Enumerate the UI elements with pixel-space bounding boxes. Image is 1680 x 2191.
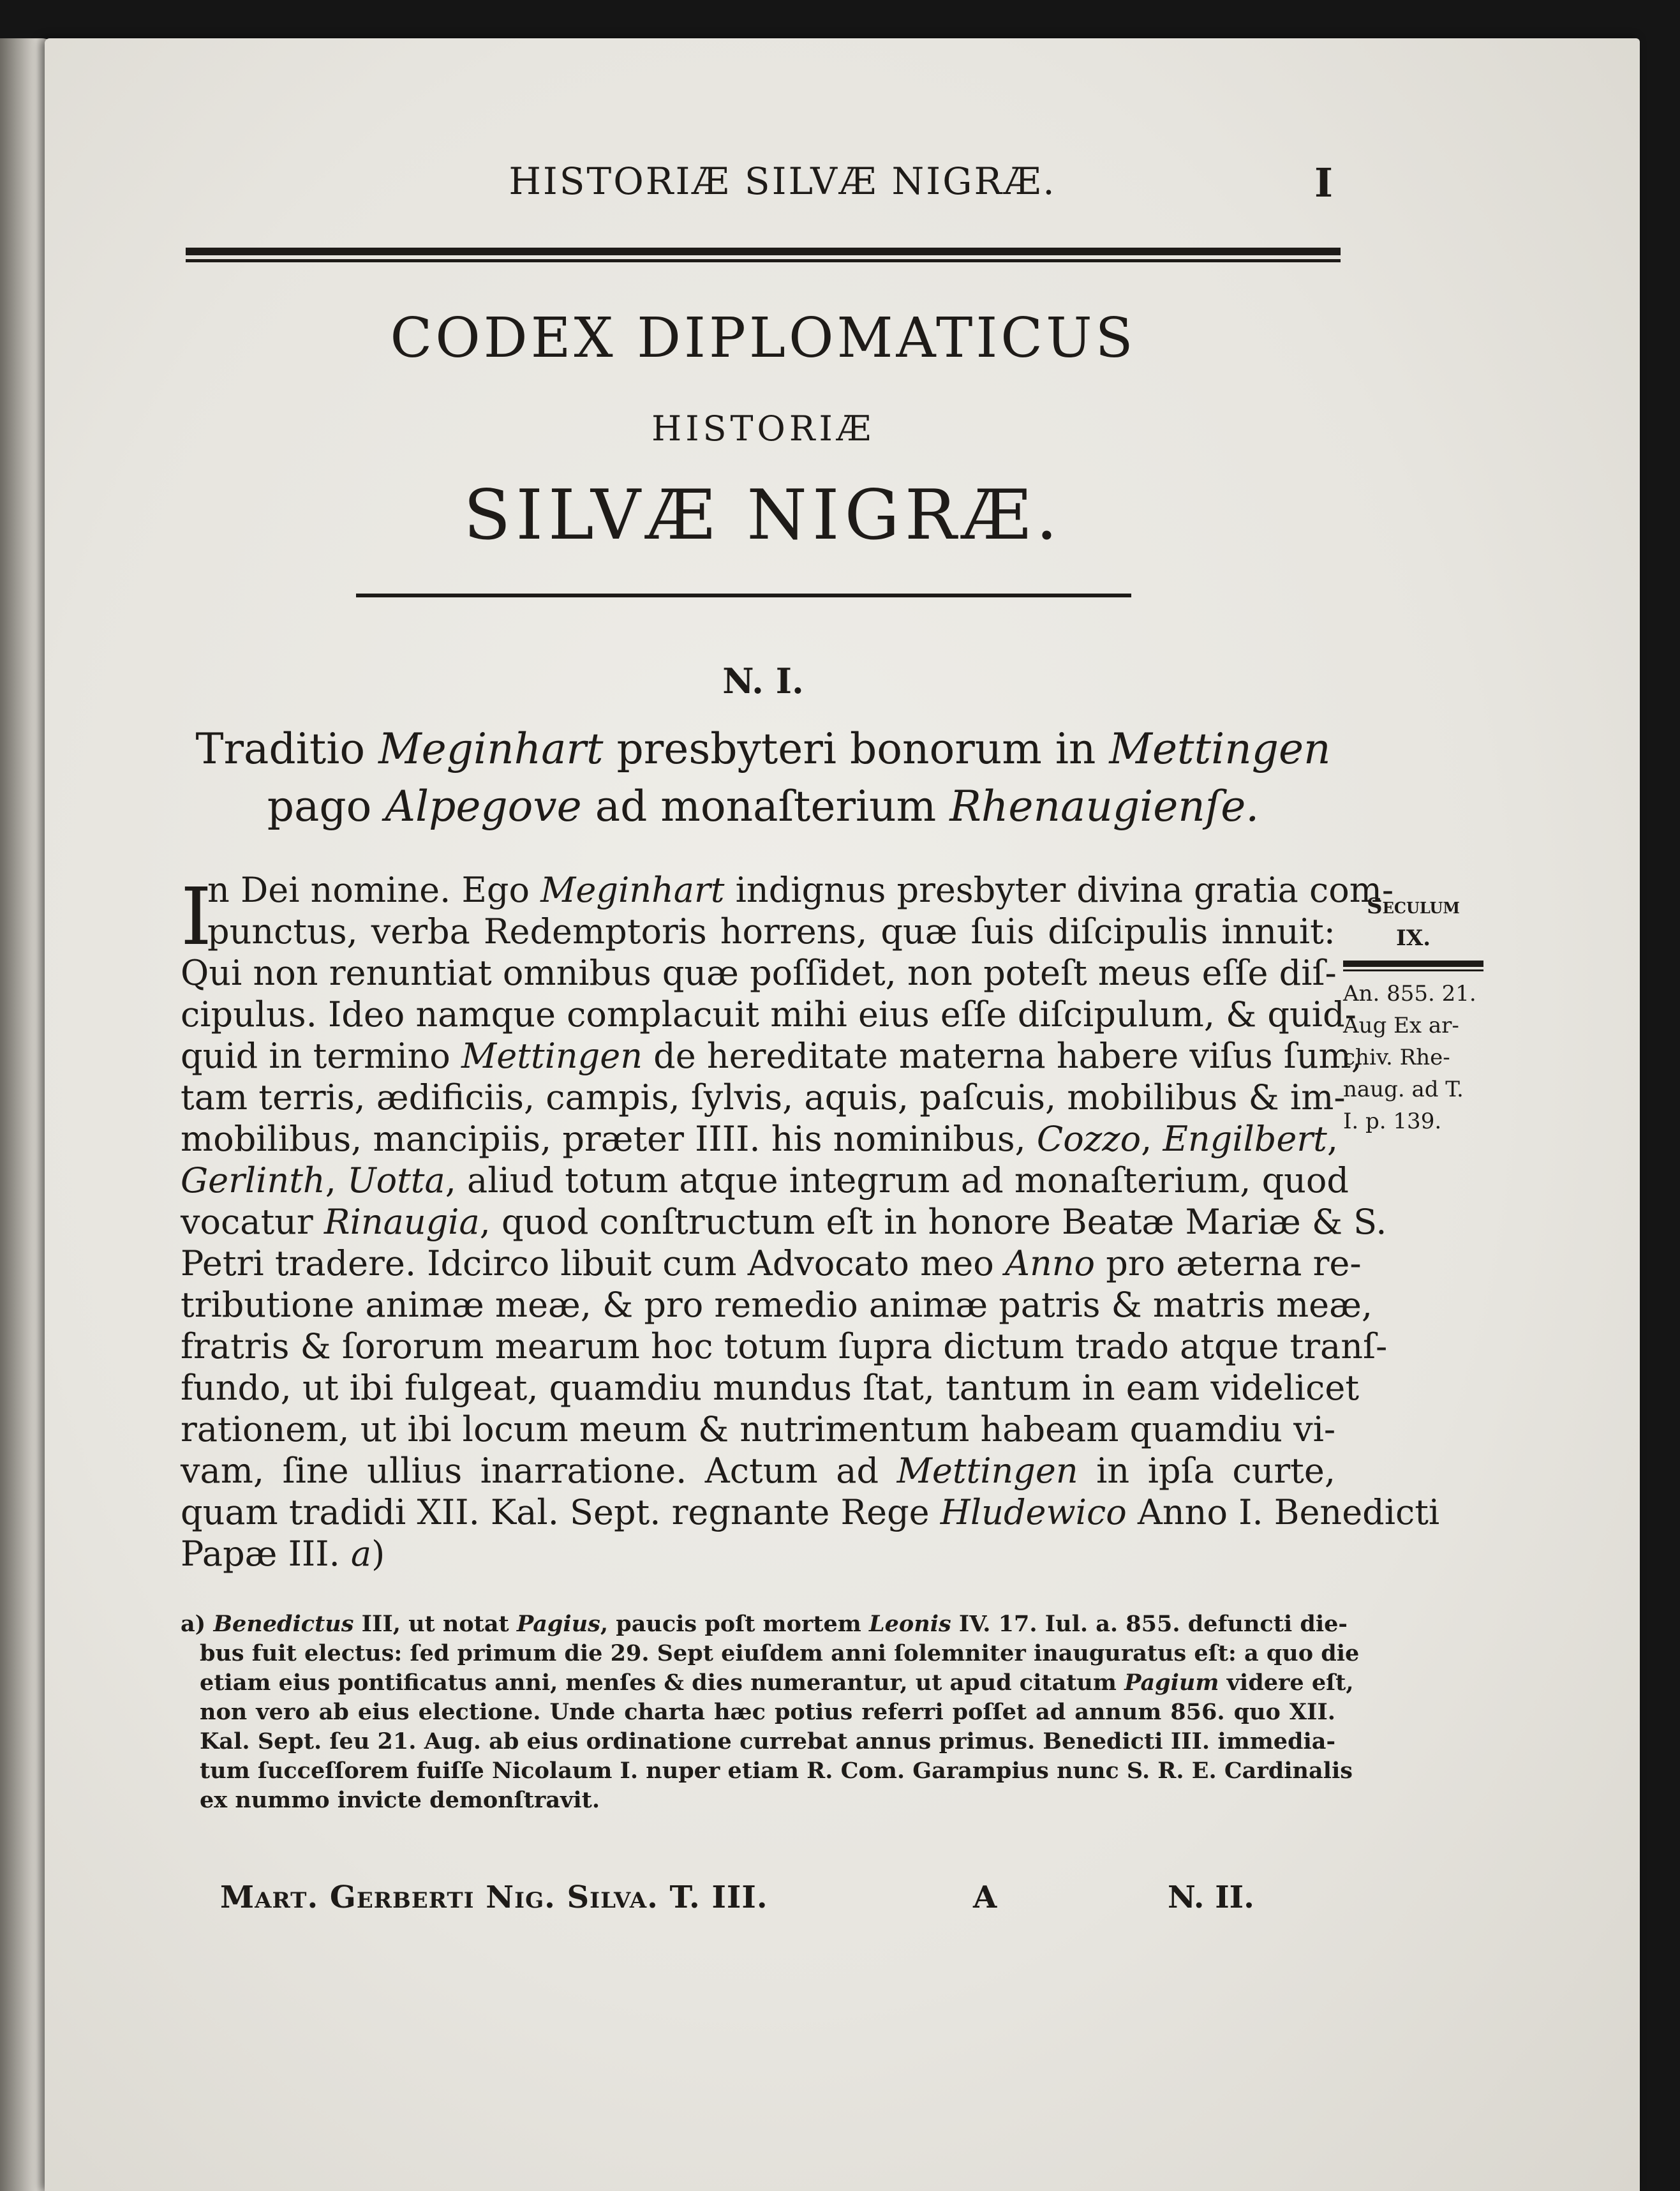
title-codex: CODEX DIPLOMATICUS bbox=[390, 306, 1136, 370]
text-segment: cipulus. Ideo namque complacuit mihi eius eſſe diſcipulum, & quid- bbox=[181, 994, 1357, 1035]
text-line bbox=[181, 1284, 1373, 1326]
text-segment: fratris & ſororum mearum hoc totum ſupra dictum trado atque tranſ- bbox=[181, 1326, 1388, 1366]
margin-note-heading: Seculum bbox=[1367, 894, 1460, 919]
document-heading-line bbox=[186, 782, 1341, 831]
text-segment: quid in termino bbox=[181, 1036, 461, 1076]
text-line bbox=[181, 1492, 1440, 1533]
text-segment: , bbox=[1141, 1119, 1163, 1159]
text-segment: pago bbox=[267, 782, 385, 831]
text-segment: bus fuit electus: ſed primum die 29. Sept eiuſdem anni ſolemniter inauguratus eſt: a quo die bbox=[200, 1640, 1360, 1666]
text-segment: n Dei nomine. Ego bbox=[207, 870, 541, 910]
text-line bbox=[181, 1243, 1362, 1284]
text-segment: tributione animæ meæ, & pro remedio animæ patris & matris meæ, bbox=[181, 1285, 1373, 1325]
margin-note-line: naug. ad T. bbox=[1343, 1077, 1464, 1102]
text-segment: vocatur bbox=[181, 1202, 324, 1242]
italic-text: Mettingen bbox=[1109, 724, 1331, 774]
document-heading-line bbox=[186, 724, 1341, 774]
margin-note-rule bbox=[1343, 969, 1483, 971]
text-segment: punctus, verba Redemptoris horrens, quæ ſuis diſcipulis innuit: bbox=[207, 911, 1335, 952]
italic-text: Mettingen bbox=[896, 1451, 1078, 1491]
text-segment: Qui non renuntiat omnibus quæ poſſidet, non poteſt meus eſſe diſ- bbox=[181, 953, 1337, 993]
text-segment: Traditio bbox=[195, 724, 379, 774]
text-line bbox=[181, 1077, 1346, 1118]
text-segment: pro æterna re- bbox=[1095, 1243, 1362, 1283]
text-segment: indignus presbyter divina gratia com- bbox=[724, 870, 1394, 910]
text-segment: presbyteri bonorum in bbox=[603, 724, 1110, 774]
margin-note-line: chiv. Rhe- bbox=[1343, 1045, 1450, 1070]
text-segment: videre eſt, bbox=[1219, 1670, 1354, 1696]
italic-text: Anno bbox=[1004, 1243, 1096, 1283]
text-segment: ) bbox=[371, 1534, 385, 1574]
text-segment: Petri tradere. Idcirco libuit cum Advocato meo bbox=[181, 1243, 1005, 1283]
text-segment: ex nummo invicte demonſtravit. bbox=[200, 1787, 600, 1813]
italic-text: Gerlinth bbox=[181, 1160, 325, 1200]
text-segment: a) bbox=[181, 1611, 214, 1637]
text-line bbox=[181, 952, 1335, 994]
margin-note-rule bbox=[1343, 961, 1483, 967]
text-line bbox=[181, 1160, 1349, 1201]
text-segment: non vero ab eius electione. Unde charta hæc potius referri poſſet ad annum 856. quo XII. bbox=[200, 1699, 1335, 1725]
text-line bbox=[181, 1367, 1360, 1409]
page-number: I bbox=[1314, 160, 1334, 206]
title-silvae-nigrae: SILVÆ NIGRÆ. bbox=[463, 475, 1063, 555]
text-segment: vam, ſine ullius inarratione. Actum ad bbox=[181, 1451, 897, 1491]
text-segment: in ipſa curte, bbox=[1078, 1451, 1335, 1491]
italic-text: Hludewico bbox=[940, 1492, 1127, 1532]
text-line bbox=[181, 1727, 1335, 1756]
signature-mark: A bbox=[973, 1880, 997, 1915]
text-line bbox=[181, 1201, 1387, 1243]
document-number: N. I. bbox=[722, 661, 804, 701]
text-segment: Papæ III. bbox=[181, 1534, 351, 1574]
running-head bbox=[0, 160, 1680, 203]
text-line bbox=[181, 1756, 1353, 1786]
text-line bbox=[181, 1668, 1354, 1698]
margin-note-line: Aug Ex ar- bbox=[1343, 1013, 1459, 1038]
signature-line-title: Mart. Gerberti Nig. Silva. T. III. bbox=[220, 1880, 768, 1915]
italic-text: Benedictus bbox=[213, 1611, 354, 1637]
italic-text: a bbox=[350, 1534, 372, 1574]
italic-text: Pagius bbox=[516, 1611, 600, 1637]
text-segment: III, ut notat bbox=[353, 1611, 517, 1637]
italic-text: Cozzo bbox=[1036, 1119, 1141, 1159]
text-segment: tum ſucceſſorem fuiſſe Nicolaum I. nuper etiam R. Com. Garampius nunc S. R. E. Cardinalis bbox=[200, 1758, 1353, 1784]
footnote bbox=[181, 1610, 1360, 1815]
text-line bbox=[181, 1450, 1335, 1492]
text-segment: , aliud totum atque integrum ad monaſterium, quod bbox=[445, 1160, 1349, 1200]
text-line bbox=[181, 994, 1357, 1035]
text-segment: quam tradidi XII. Kal. Sept. regnante Rege bbox=[181, 1492, 940, 1532]
margin-note-century: IX. bbox=[1395, 925, 1431, 951]
text-line bbox=[181, 869, 1394, 911]
text-line bbox=[181, 1409, 1335, 1450]
drop-cap: I bbox=[181, 871, 212, 963]
italic-text: Leonis bbox=[869, 1611, 951, 1637]
text-segment: tam terris, ædificiis, campis, ſylvis, aquis, paſcuis, mobilibus & im- bbox=[181, 1077, 1346, 1118]
text-line bbox=[181, 1639, 1360, 1668]
title-rule bbox=[356, 594, 1131, 597]
text-segment: mobilibus, mancipiis, præter IIII. his nominibus, bbox=[181, 1119, 1037, 1159]
text-line bbox=[181, 1610, 1348, 1639]
text-segment: etiam eius pontificatus anni, menſes & dies numerantur, ut apud citatum bbox=[200, 1670, 1125, 1696]
catchword-number: N. II. bbox=[1168, 1880, 1254, 1915]
text-line bbox=[181, 1118, 1338, 1160]
text-segment: , bbox=[1327, 1119, 1338, 1159]
header-rule bbox=[186, 248, 1341, 255]
italic-text: Mettingen bbox=[461, 1036, 643, 1076]
text-segment: , quod conſtructum eſt in honore Beatæ Mariæ & S. bbox=[479, 1202, 1387, 1242]
italic-text: Meginhart bbox=[378, 724, 604, 774]
text-line bbox=[181, 1035, 1362, 1077]
italic-text: Rhenaugienſe. bbox=[949, 782, 1260, 831]
text-segment: Kal. Sept. ſeu 21. Aug. ab eius ordinatione currebat annus primus. Benedicti III. immedia- bbox=[200, 1728, 1335, 1754]
italic-text: Uotta bbox=[347, 1160, 445, 1200]
text-line bbox=[181, 911, 1335, 952]
text-segment: rationem, ut ibi locum meum & nutrimentum habeam quamdiu vi- bbox=[181, 1409, 1336, 1449]
text-line bbox=[181, 1533, 1335, 1574]
italic-text: Rinaugia bbox=[323, 1202, 480, 1242]
text-segment: de hereditate materna habere viſus ſum, bbox=[642, 1036, 1362, 1076]
text-segment: , bbox=[325, 1160, 348, 1200]
text-segment: , paucis poſt mortem bbox=[600, 1611, 870, 1637]
margin-note-line: I. p. 139. bbox=[1343, 1109, 1442, 1134]
text-line bbox=[181, 1698, 1335, 1727]
running-title: HISTORIÆ SILVÆ NIGRÆ. bbox=[509, 160, 1057, 203]
margin-note bbox=[1343, 890, 1483, 1137]
text-line bbox=[181, 1786, 1335, 1815]
text-line bbox=[181, 1326, 1388, 1367]
italic-text: Pagium bbox=[1124, 1670, 1219, 1696]
text-segment: fundo, ut ibi fulgeat, quamdiu mundus ſtat, tantum in eam videlicet bbox=[181, 1368, 1360, 1408]
text-segment: ad monaſterium bbox=[581, 782, 950, 831]
italic-text: Meginhart bbox=[540, 870, 725, 910]
title-historiae: HISTORIÆ bbox=[651, 408, 875, 449]
italic-text: Alpegove bbox=[385, 782, 582, 831]
text-segment: Anno I. Benedicti bbox=[1126, 1492, 1440, 1532]
margin-note-line: An. 855. 21. bbox=[1343, 981, 1476, 1006]
italic-text: Engilbert bbox=[1163, 1119, 1327, 1159]
text-segment: IV. 17. Iul. a. 855. defuncti die- bbox=[951, 1611, 1348, 1637]
